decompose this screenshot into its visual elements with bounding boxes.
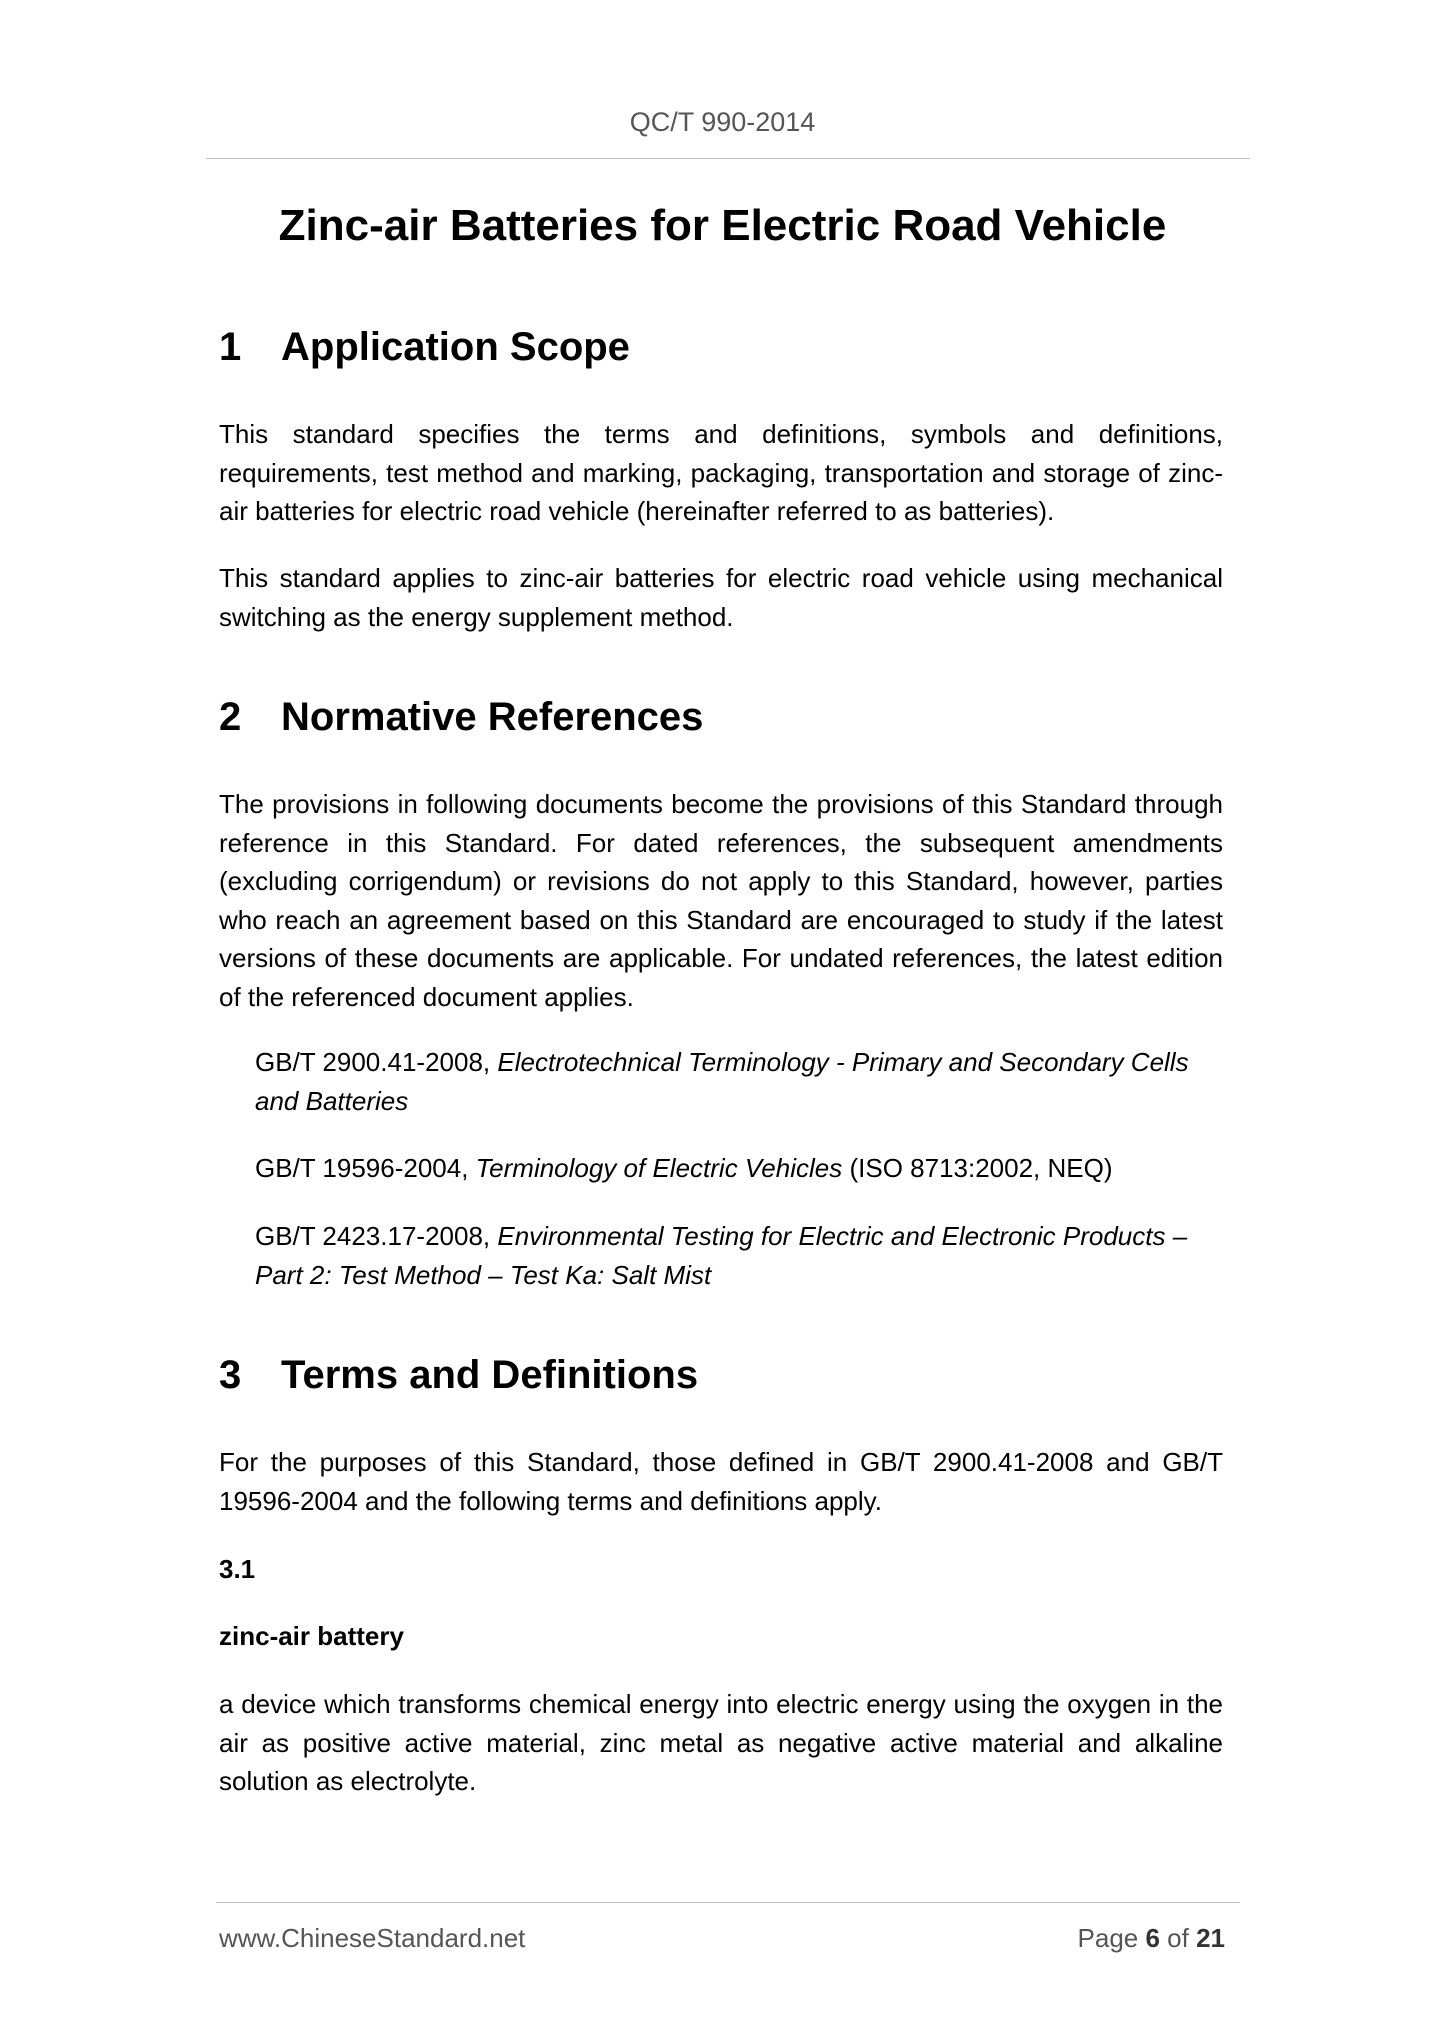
section-2-heading <box>219 692 703 742</box>
footer-website: www.ChineseStandard.net <box>219 1923 526 1953</box>
section-1-number: 1 <box>219 325 242 369</box>
page-label: Page <box>1077 1923 1146 1953</box>
reference-code: GB/T 19596-2004, <box>255 1153 476 1183</box>
term-definition: a device which transforms chemical energy into electric energy using the oxygen in the air as positive active material, zinc metal as negative active material and alkaline solution as electrolyte. <box>219 1689 1223 1796</box>
reference-code: GB/T 2900.41-2008, <box>255 1047 498 1077</box>
reference-title: Terminology of Electric Vehicles <box>475 1153 843 1183</box>
reference-item <box>255 1149 1223 1188</box>
section-3-heading <box>219 1350 698 1400</box>
section-2-title: Normative References <box>281 695 704 739</box>
section-2-number: 2 <box>219 695 242 739</box>
reference-title: Environmental Testing for Electric and Electronic Products – Part 2: Test Method – Test Ka: Salt Mist <box>255 1221 1188 1290</box>
reference-item <box>255 1043 1223 1120</box>
reference-item <box>255 1217 1223 1294</box>
header-divider <box>206 158 1250 159</box>
section-1-heading <box>219 322 630 372</box>
term-number: 3.1 <box>219 1554 256 1584</box>
page-total: 21 <box>1196 1923 1225 1953</box>
page-of: of <box>1159 1923 1197 1953</box>
footer-divider <box>216 1902 1240 1903</box>
section-3-title: Terms and Definitions <box>281 1353 699 1397</box>
section-1-title: Application Scope <box>281 325 630 369</box>
footer-page-number <box>1078 1921 1225 1955</box>
reference-code: GB/T 2423.17-2008, <box>255 1221 498 1251</box>
section-3-paragraph: For the purposes of this Standard, those defined in GB/T 2900.41-2008 and GB/T 19596-2004 and the following terms and definitions apply. <box>219 1447 1223 1516</box>
term-name: zinc-air battery <box>219 1621 404 1651</box>
running-header-doc-code: QC/T 990-2014 <box>629 107 816 137</box>
reference-title: Electrotechnical Terminology - Primary and Secondary Cells and Batteries <box>255 1047 1189 1116</box>
document-title: Zinc-air Batteries for Electric Road Vehicle <box>278 201 1167 250</box>
section-1-paragraph-1: This standard specifies the terms and definitions, symbols and definitions, requirements, test method and marking, packaging, transportation and storage of zinc-air batteries for electric road vehicle (hereinafter referred to as batteries). <box>219 419 1223 526</box>
section-3-number: 3 <box>219 1353 242 1397</box>
reference-suffix: (ISO 8713:2002, NEQ) <box>842 1153 1113 1183</box>
section-1-paragraph-2: This standard applies to zinc-air batteries for electric road vehicle using mechanical switching as the energy supplement method. <box>219 563 1223 632</box>
page-current: 6 <box>1145 1923 1160 1953</box>
section-2-paragraph: The provisions in following documents become the provisions of this Standard through reference in this Standard. For dated references, the subsequent amendments (excluding corrigendum) or revisions do not apply to this Standard, however, parties who reach an agreement based on this Standard are encouraged to study if the latest versions of these documents are applicable. For undated references, the latest edition of the referenced document applies. <box>219 789 1223 1012</box>
